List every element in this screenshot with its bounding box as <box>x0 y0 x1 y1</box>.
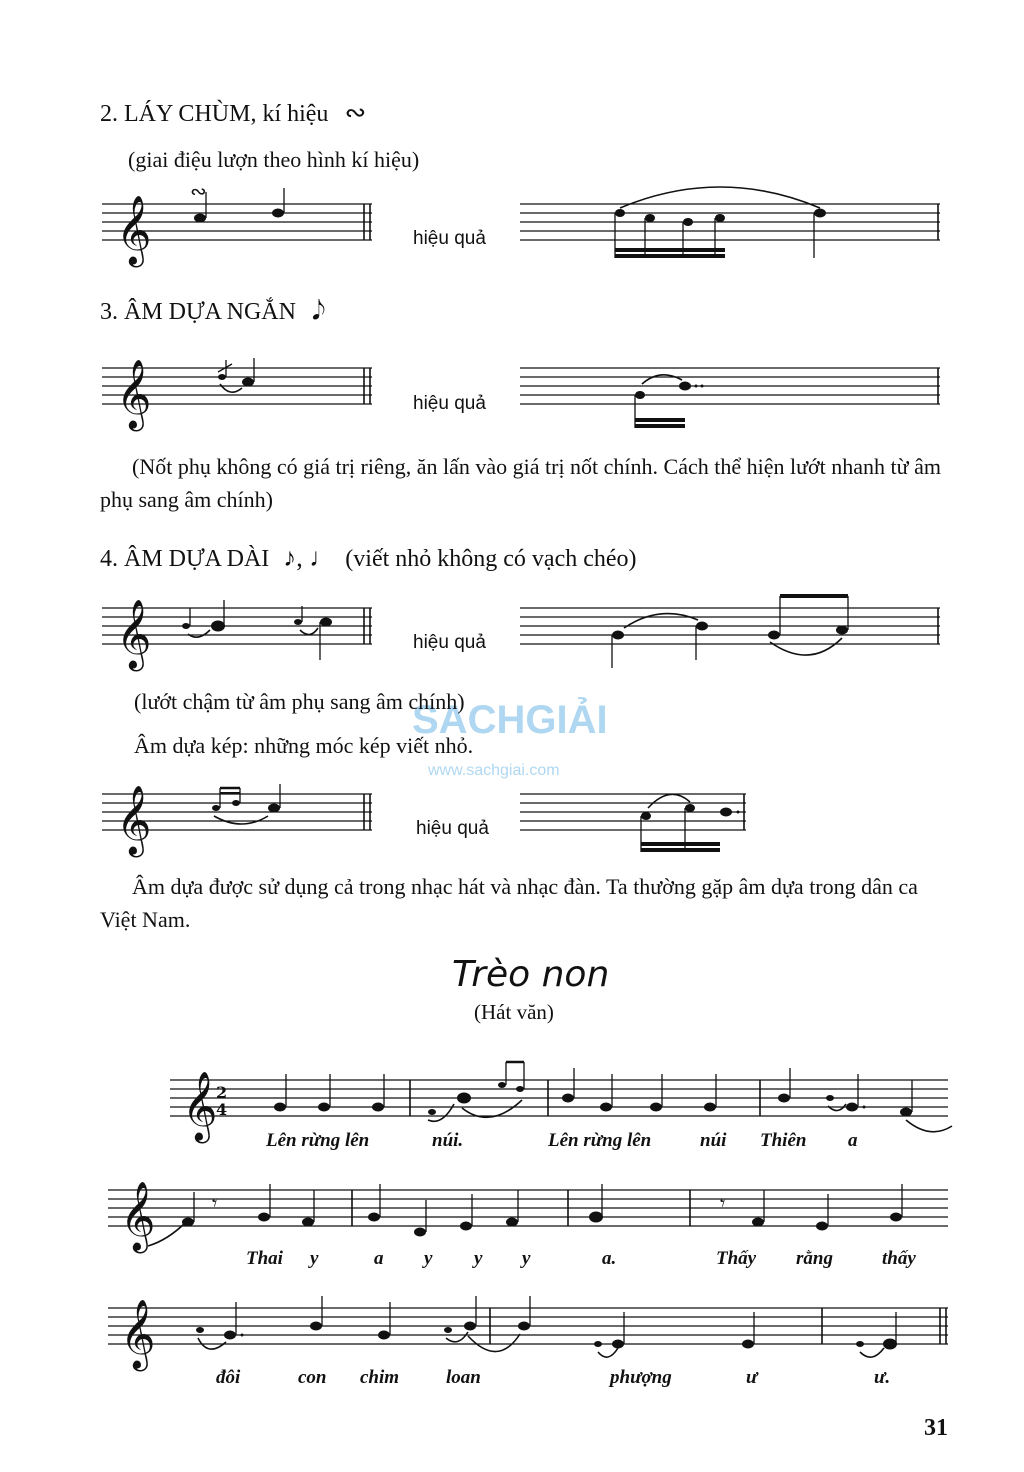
main-note <box>242 378 254 387</box>
turn-ornament-icon: ∾ <box>190 179 207 203</box>
song-staff-line-2 <box>108 1170 958 1250</box>
lyric: a. <box>602 1248 617 1269</box>
staff-double-appoggiatura-effect <box>520 776 760 856</box>
svg-text:4: 4 <box>216 1100 228 1119</box>
staff-double-appoggiatura-written <box>102 776 382 856</box>
song-staff-line-1 <box>170 1060 960 1140</box>
lyric: a <box>848 1130 858 1151</box>
lyrics-line-2 <box>0 1248 1024 1276</box>
staff-lines <box>108 1190 948 1226</box>
effect-label-1: hiệu quả <box>413 228 486 249</box>
section-3-title: 3. ÂM DỰA NGẮN <box>100 299 296 325</box>
lyric: núi. <box>432 1130 464 1151</box>
section-4-title: 4. ÂM DỰA DÀI <box>100 546 270 572</box>
staff-short-appoggiatura-written <box>102 350 382 430</box>
song-title: Trèo non <box>452 954 610 995</box>
grace-note <box>218 374 226 380</box>
staff-lines <box>520 368 940 404</box>
lyric: y <box>522 1248 531 1269</box>
lyric: loan <box>446 1367 481 1388</box>
time-signature: 2 <box>216 1083 228 1102</box>
staff-short-appoggiatura-effect <box>520 350 950 430</box>
treble-clef-icon: 𝄞 <box>116 195 152 265</box>
lyric: y <box>424 1248 433 1269</box>
svg-text:𝄾: 𝄾 <box>720 1191 726 1215</box>
section-2-title: 2. LÁY CHÙM, kí hiệu <box>100 101 329 127</box>
lyric: thấy <box>882 1248 916 1269</box>
lyric: ư. <box>874 1367 891 1388</box>
section-3-heading <box>100 296 326 327</box>
note-d <box>272 209 284 218</box>
double-appoggiatura-text: Âm dựa kép: những móc kép viết nhỏ. <box>134 733 474 758</box>
staff-long-appoggiatura-effect <box>520 590 950 670</box>
slur <box>620 187 820 208</box>
song-subtitle: (Hát văn) <box>474 1000 554 1024</box>
effect-label-4: hiệu quả <box>416 818 489 839</box>
staff-turn-effect <box>520 186 950 266</box>
lyric: Thấy <box>716 1248 757 1269</box>
grace-note-icon: 𝅘𝅥𝅮 <box>311 296 326 325</box>
lyric: chim <box>360 1367 400 1388</box>
staff-long-appoggiatura-written <box>102 590 382 670</box>
watermark-url: www.sachgiai.com <box>428 762 560 779</box>
page-number: 31 <box>924 1415 948 1441</box>
turn-symbol-icon: ∾ <box>344 98 367 127</box>
lyric: phượng <box>610 1367 672 1388</box>
treble-clef-icon: 𝄞 <box>116 599 152 669</box>
watermark-brand: SACHGIẢI <box>412 698 608 742</box>
closing-paragraph: Âm dựa được sử dụng cả trong nhạc hát và nhạc đàn. Ta thường gặp âm dựa trong dân ca Việt Nam. <box>100 874 918 932</box>
lyric: Thai <box>246 1248 283 1269</box>
eighth-quarter-note-icon: ♪, ♩ <box>283 543 336 572</box>
lyric: Lên rừng lên <box>548 1130 652 1151</box>
lyric: đôi <box>216 1367 241 1388</box>
treble-clef-icon: 𝄞 <box>120 1299 156 1369</box>
note-c <box>194 214 206 223</box>
treble-clef-icon: 𝄞 <box>116 785 152 855</box>
lyrics-line-3 <box>0 1367 1024 1395</box>
lyrics-line-1 <box>0 1130 1024 1158</box>
treble-clef-icon: 𝄞 <box>116 359 152 429</box>
lyric: núi <box>700 1130 727 1151</box>
section-2-heading <box>100 98 366 128</box>
staff-lines <box>520 794 746 830</box>
staff-lines <box>520 608 940 644</box>
lyric: Thiên <box>760 1130 807 1151</box>
lyric: y <box>310 1248 319 1269</box>
lyric: ư <box>746 1367 758 1388</box>
section-4-note: (lướt chậm từ âm phụ sang âm chính) <box>134 689 465 714</box>
song-staff-line-3 <box>108 1288 958 1368</box>
svg-text:𝄾: 𝄾 <box>212 1191 218 1215</box>
staff-turn-written <box>102 179 382 266</box>
treble-clef-icon: 𝄞 <box>182 1071 218 1141</box>
lyric: rằng <box>796 1248 833 1269</box>
section-4-heading <box>100 543 637 573</box>
effect-label-3: hiệu quả <box>413 632 486 653</box>
section-3-note: (Nốt phụ không có giá trị riêng, ăn lấn vào giá trị nốt chính. Cách thể hiện lướt nhanh từ âm phụ sang âm chính) <box>100 454 941 512</box>
staff-lines <box>520 204 940 240</box>
lyric: con <box>298 1367 327 1388</box>
treble-clef-icon: 𝄞 <box>120 1181 156 1251</box>
section-4-suffix: (viết nhỏ không có vạch chéo) <box>345 546 637 572</box>
lyric: a <box>374 1248 384 1269</box>
lyric: y <box>474 1248 483 1269</box>
section-2-note: (giai điệu lượn theo hình kí hiệu) <box>128 147 420 172</box>
effect-label-2: hiệu quả <box>413 393 486 414</box>
lyric: Lên rừng lên <box>266 1130 370 1151</box>
